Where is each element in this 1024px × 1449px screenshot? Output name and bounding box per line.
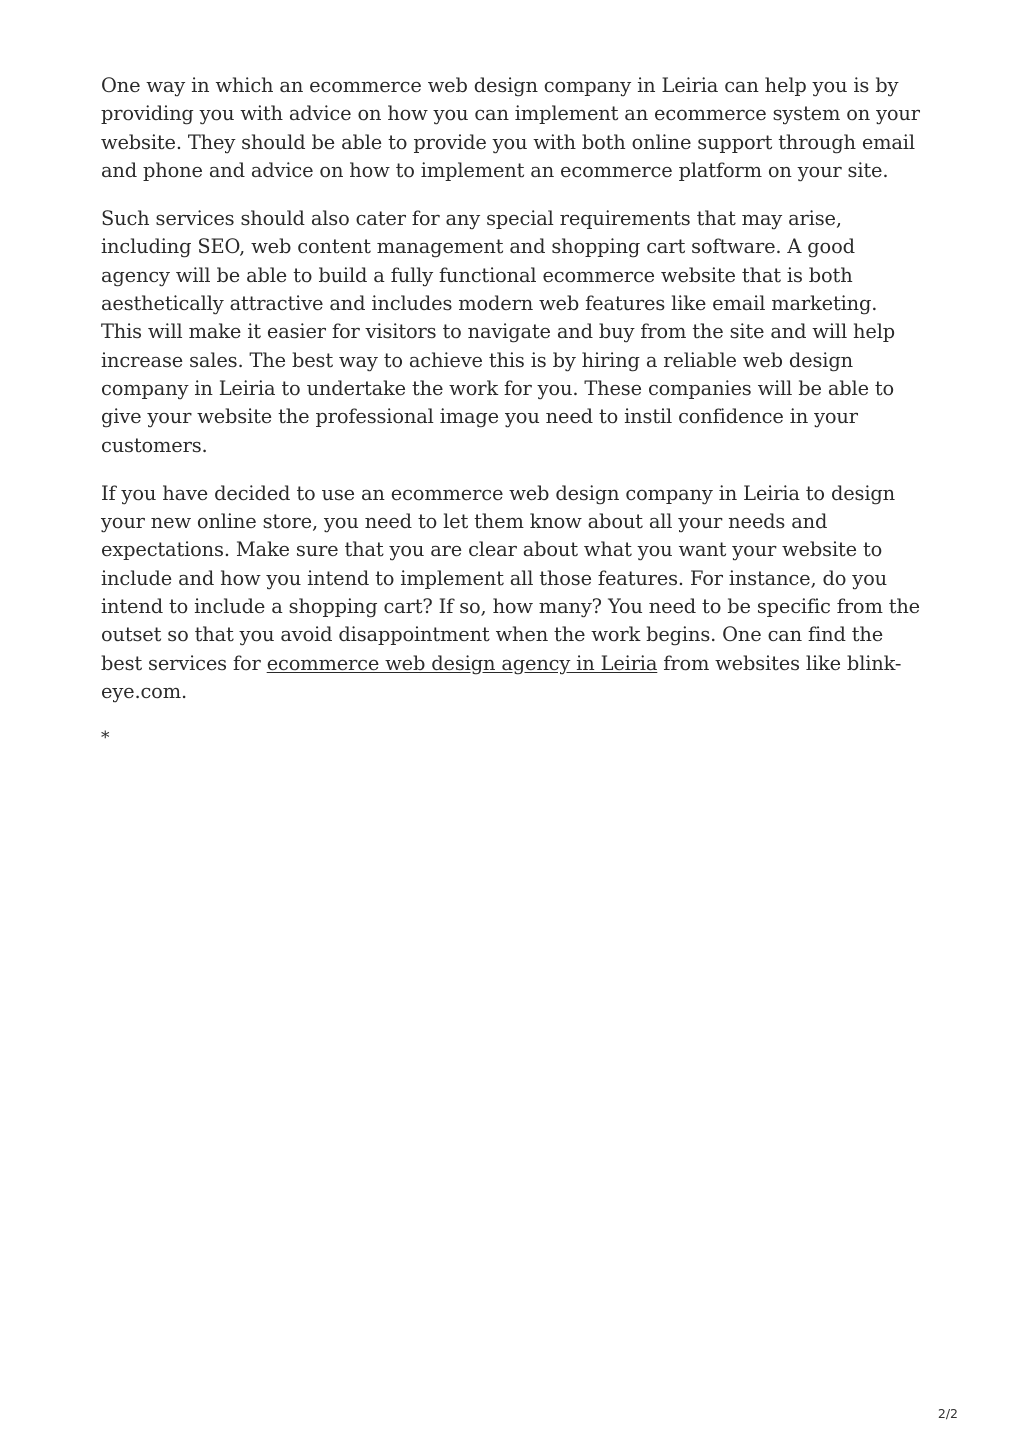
ecommerce-agency-link[interactable]: ecommerce web design agency in Leiria xyxy=(266,651,658,675)
paragraph-3-text-before-link: If you have decided to use an ecommerce web design company in Leiria to design your new online store, you need to let them know about all your needs and expectations. Make sure that you are clear about what you want your website to include and how you intend to implement all those features. For instance, do you intend to include a shopping cart? If so, how many? You need to be specific from the outset so that you avoid disappointment when the work begins. One can find the best services for xyxy=(101,481,921,675)
page-number: 2/2 xyxy=(937,1406,958,1421)
paragraph-1: One way in which an ecommerce web design company in Leiria can help you is by providing you with advice on how you can implement an ecommerce system on your website. They should be able to provide you with both online support through email and phone and advice on how to implement an ecommerce platform on your site. xyxy=(101,74,920,182)
asterisk-separator: * xyxy=(101,728,110,749)
document-body xyxy=(101,72,921,750)
paragraph-3-text-after-link: from websites like blink-eye.com. xyxy=(101,651,902,703)
paragraph-2: Such services should also cater for any special requirements that may arise, including SEO, web content management and shopping cart software. A good agency will be able to build a fully functional ecommerce website that is both aesthetically attractive and includes modern web features like email marketing. This will make it easier for visitors to navigate and buy from the site and will help increase sales. The best way to achieve this is by hiring a reliable web design company in Leiria to undertake the work for you. These companies will be able to give your website the professional image you need to instil confidence in your customers. xyxy=(101,207,896,457)
paragraph-3 xyxy=(101,480,921,706)
